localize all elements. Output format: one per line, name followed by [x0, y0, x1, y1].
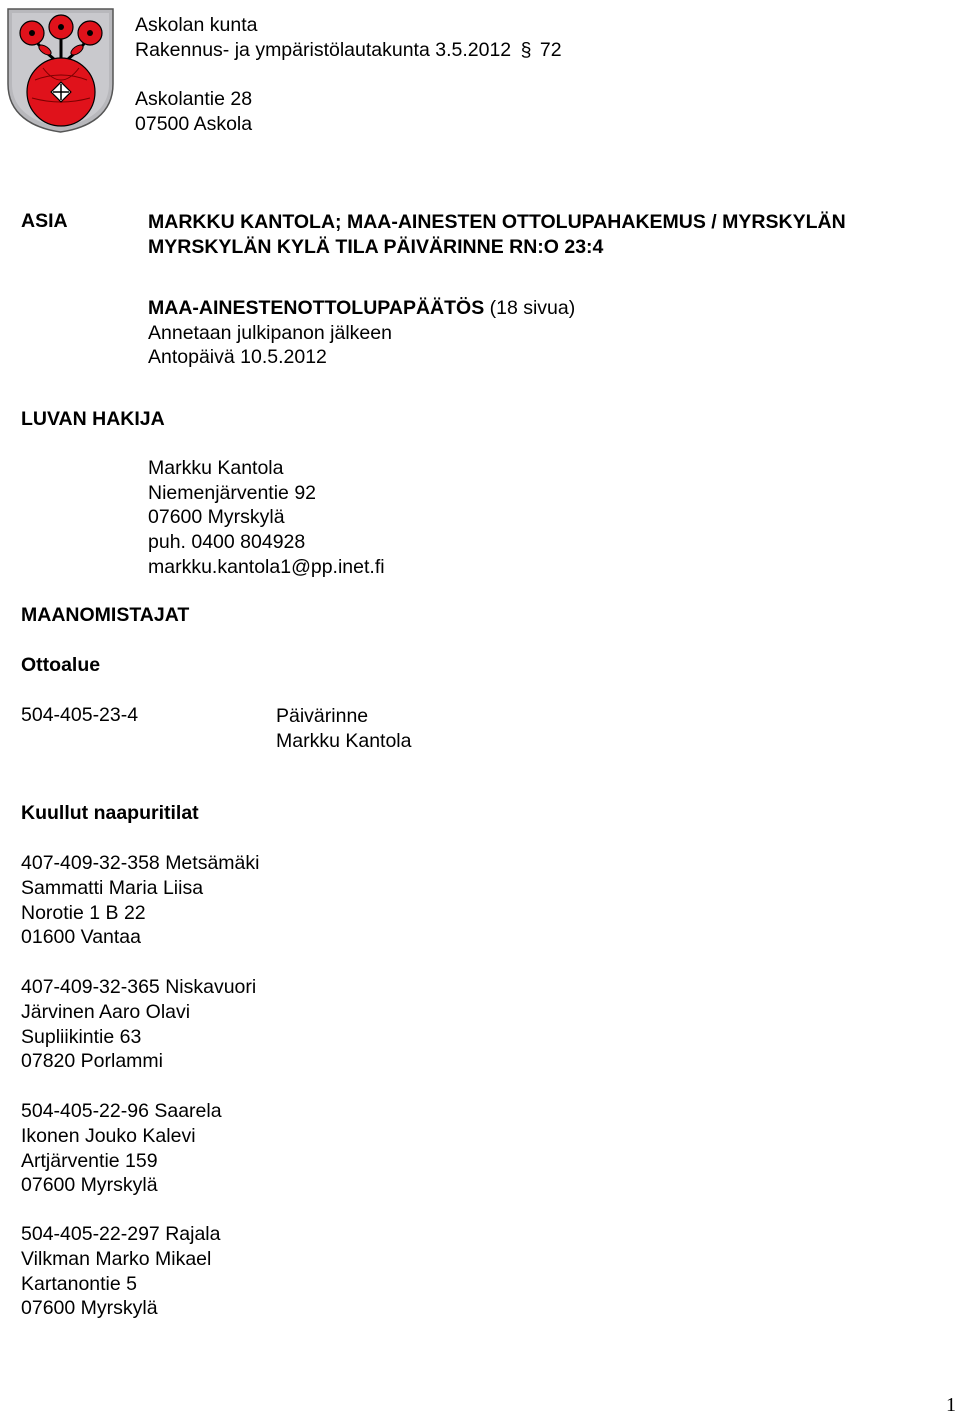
extraction-property-name: Päivärinne [276, 705, 369, 727]
neighbor-city: 07600 Myrskylä [21, 1297, 158, 1320]
applicant-label: LUVAN HAKIJA [21, 408, 165, 430]
subject-line-2: MYRSKYLÄN KYLÄ TILA PÄIVÄRINNE RN:O 23:4 [148, 235, 604, 258]
neighbor-city: 01600 Vantaa [21, 926, 141, 949]
decision-publication-note: Annetaan julkipanon jälkeen [148, 321, 392, 344]
neighbor-street: Artjärventie 159 [21, 1149, 158, 1172]
page-number: 1 [946, 1394, 956, 1416]
neighbor-entry [21, 851, 259, 950]
board-and-date [135, 38, 562, 63]
neighbor-owner: Ikonen Jouko Kalevi [21, 1124, 196, 1147]
neighbor-street: Supliikintie 63 [21, 1025, 142, 1048]
neighbor-owner: Järvinen Aaro Olavi [21, 1000, 191, 1023]
neighbor-owner: Vilkman Marko Mikael [21, 1247, 212, 1270]
neighbor-property: 407-409-32-358 Metsämäki [21, 852, 260, 874]
applicant-phone: puh. 0400 804928 [148, 531, 306, 554]
extraction-property-owner: Markku Kantola [276, 729, 412, 752]
neighbor-owner: Sammatti Maria Liisa [21, 876, 204, 899]
neighbor-property: 504-405-22-297 Rajala [21, 1223, 221, 1245]
asia-label: ASIA [21, 210, 68, 232]
section-number: 72 [539, 38, 562, 61]
decision-title [148, 296, 575, 321]
neighbor-city: 07820 Porlammi [21, 1050, 163, 1073]
extraction-area-label: Ottoalue [21, 654, 101, 676]
neighbor-street: Norotie 1 B 22 [21, 901, 146, 924]
neighbors-label: Kuullut naapuritilat [21, 802, 199, 824]
applicant-email: markku.kantola1@pp.inet.fi [148, 555, 385, 578]
neighbor-street: Kartanontie 5 [21, 1272, 138, 1295]
owners-label: MAANOMISTAJAT [21, 604, 190, 626]
address-street: Askolantie 28 [135, 88, 253, 110]
applicant-street: Niemenjärventie 92 [148, 481, 317, 504]
neighbor-entry [21, 975, 256, 1074]
neighbor-property: 407-409-32-365 Niskavuori [21, 976, 257, 998]
address-city: 07500 Askola [135, 112, 253, 135]
decision-issue-date: Antopäivä 10.5.2012 [148, 346, 327, 369]
extraction-property-id: 504-405-23-4 [21, 704, 139, 726]
municipality-coat-of-arms-logo [5, 6, 116, 134]
neighbor-entry [21, 1222, 220, 1321]
board-name-date: Rakennus- ja ympäristölautakunta 3.5.2012 [135, 38, 512, 61]
applicant-city: 07600 Myrskylä [148, 506, 285, 529]
municipality-name: Askolan kunta [135, 14, 258, 36]
neighbor-city: 07600 Myrskylä [21, 1174, 158, 1197]
applicant-name: Markku Kantola [148, 457, 284, 479]
neighbor-property: 504-405-22-96 Saarela [21, 1100, 222, 1122]
decision-page-count: (18 sivua) [489, 297, 576, 319]
neighbor-entry [21, 1099, 222, 1198]
decision-title-main: MAA-AINESTENOTTOLUPAPÄÄTÖS [148, 297, 485, 319]
section-mark: § [520, 38, 532, 61]
subject-line-1: MARKKU KANTOLA; MAA-AINESTEN OTTOLUPAHAKEMUS / MYRSKYLÄN [148, 211, 846, 233]
